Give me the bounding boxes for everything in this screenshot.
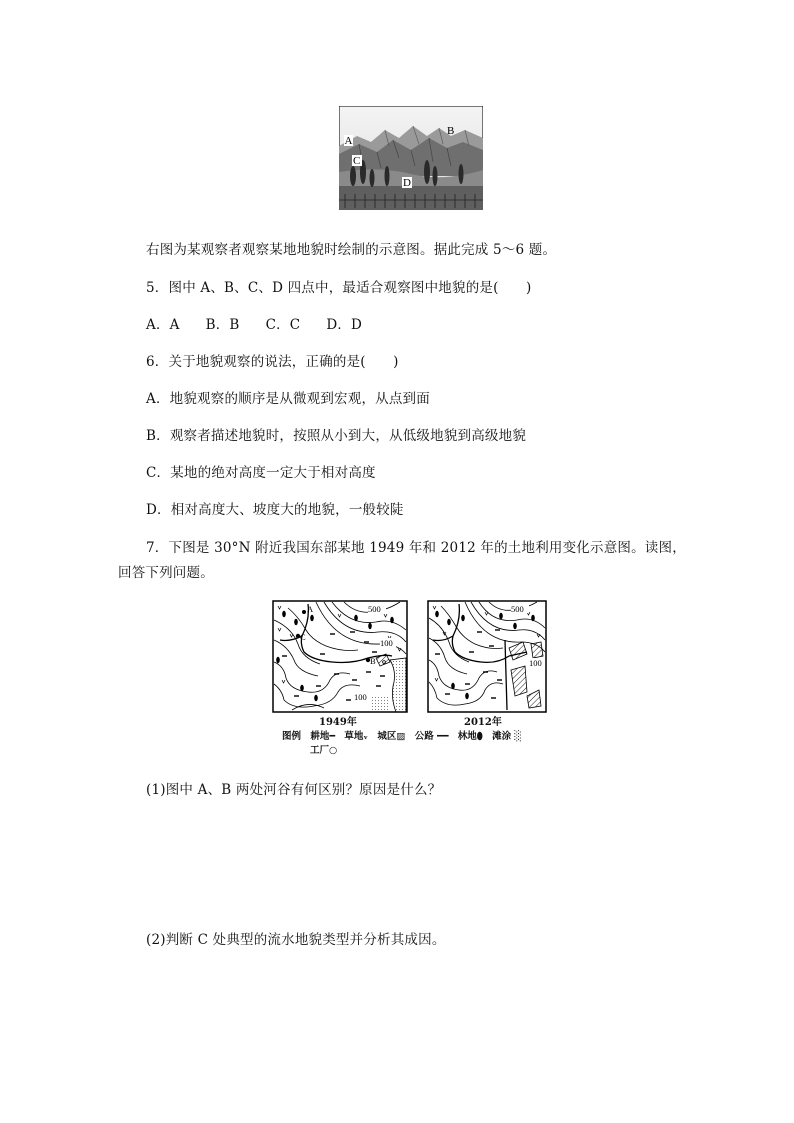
q5-option-a[interactable]: A．A	[146, 317, 180, 333]
landscape-sketch	[339, 106, 483, 210]
legend-forest: 林地⬮	[457, 731, 483, 742]
legend-factory: 工厂○	[310, 745, 338, 756]
map1949-label-b: B	[370, 656, 376, 666]
map1949-contour-500: 500	[368, 604, 381, 614]
landscape-figure	[339, 106, 483, 210]
label-d: D	[403, 177, 411, 189]
q6-stem: 6．关于地貌观察的说法，正确的是( )	[146, 354, 399, 370]
map1949-contour-100a: 100	[380, 638, 393, 648]
legend-road: 公路 ━━	[414, 731, 449, 742]
map1949-label-a: A	[307, 604, 314, 614]
legend-title: 图例	[282, 731, 302, 742]
label-c: C	[353, 155, 361, 167]
q7-sub1: (1)图中 A、B 两处河谷有何区别？原因是什么？	[146, 782, 442, 798]
q6-option-d[interactable]: D．相对高度大、坡度大的地貌，一般较陡	[146, 502, 404, 518]
intro-text: 右图为某观察者观察某地地貌时绘制的示意图。据此完成 5～6 题。	[146, 242, 557, 258]
legend-beach: 滩涂 ░	[492, 731, 522, 742]
q5-stem: 5．图中 A、B、C、D 四点中，最适合观察图中地貌的是( )	[146, 280, 532, 296]
legend-urban: 城区▨	[377, 731, 406, 742]
q7-stem-line2: 回答下列问题。	[118, 565, 214, 581]
map-legend	[282, 728, 528, 742]
label-a: A	[344, 135, 353, 147]
q5-option-c[interactable]: C．C	[265, 317, 301, 333]
map-1949	[272, 600, 408, 713]
map-1949-caption: 1949年	[319, 717, 357, 728]
q5-options	[146, 313, 388, 333]
map2012-contour-100: 100	[529, 658, 542, 668]
map1949-contour-100b: 100	[354, 692, 367, 702]
q5-option-b[interactable]: B．B	[205, 317, 240, 333]
q6-option-a[interactable]: A．地貌观察的顺序是从微观到宏观，从点到面	[146, 391, 430, 407]
q7-stem-line1: 7．下图是 30°N 附近我国东部某地 1949 年和 2012 年的土地利用变化示意图。读图，	[146, 540, 686, 556]
q7-sub2: (2)判断 C 处典型的流水地貌类型并分析其成因。	[146, 932, 446, 948]
map-2012	[427, 600, 547, 713]
legend-grassland: 草地ᵥ	[344, 731, 369, 742]
legend-farmland: 耕地━	[310, 731, 336, 742]
map1949-label-c: C	[300, 632, 306, 642]
map-2012-caption: 2012年	[464, 717, 502, 728]
map-1949-svg	[272, 600, 408, 713]
q5-option-d[interactable]: D．D	[326, 317, 363, 333]
label-b: B	[447, 125, 455, 137]
q6-option-c[interactable]: C．某地的绝对高度一定大于相对高度	[146, 465, 376, 481]
map-2012-svg	[427, 600, 547, 713]
q6-option-b[interactable]: B．观察者描述地貌时，按照从小到大，从低级地貌到高级地貌	[146, 428, 527, 444]
map2012-contour-500: 500	[511, 604, 524, 614]
